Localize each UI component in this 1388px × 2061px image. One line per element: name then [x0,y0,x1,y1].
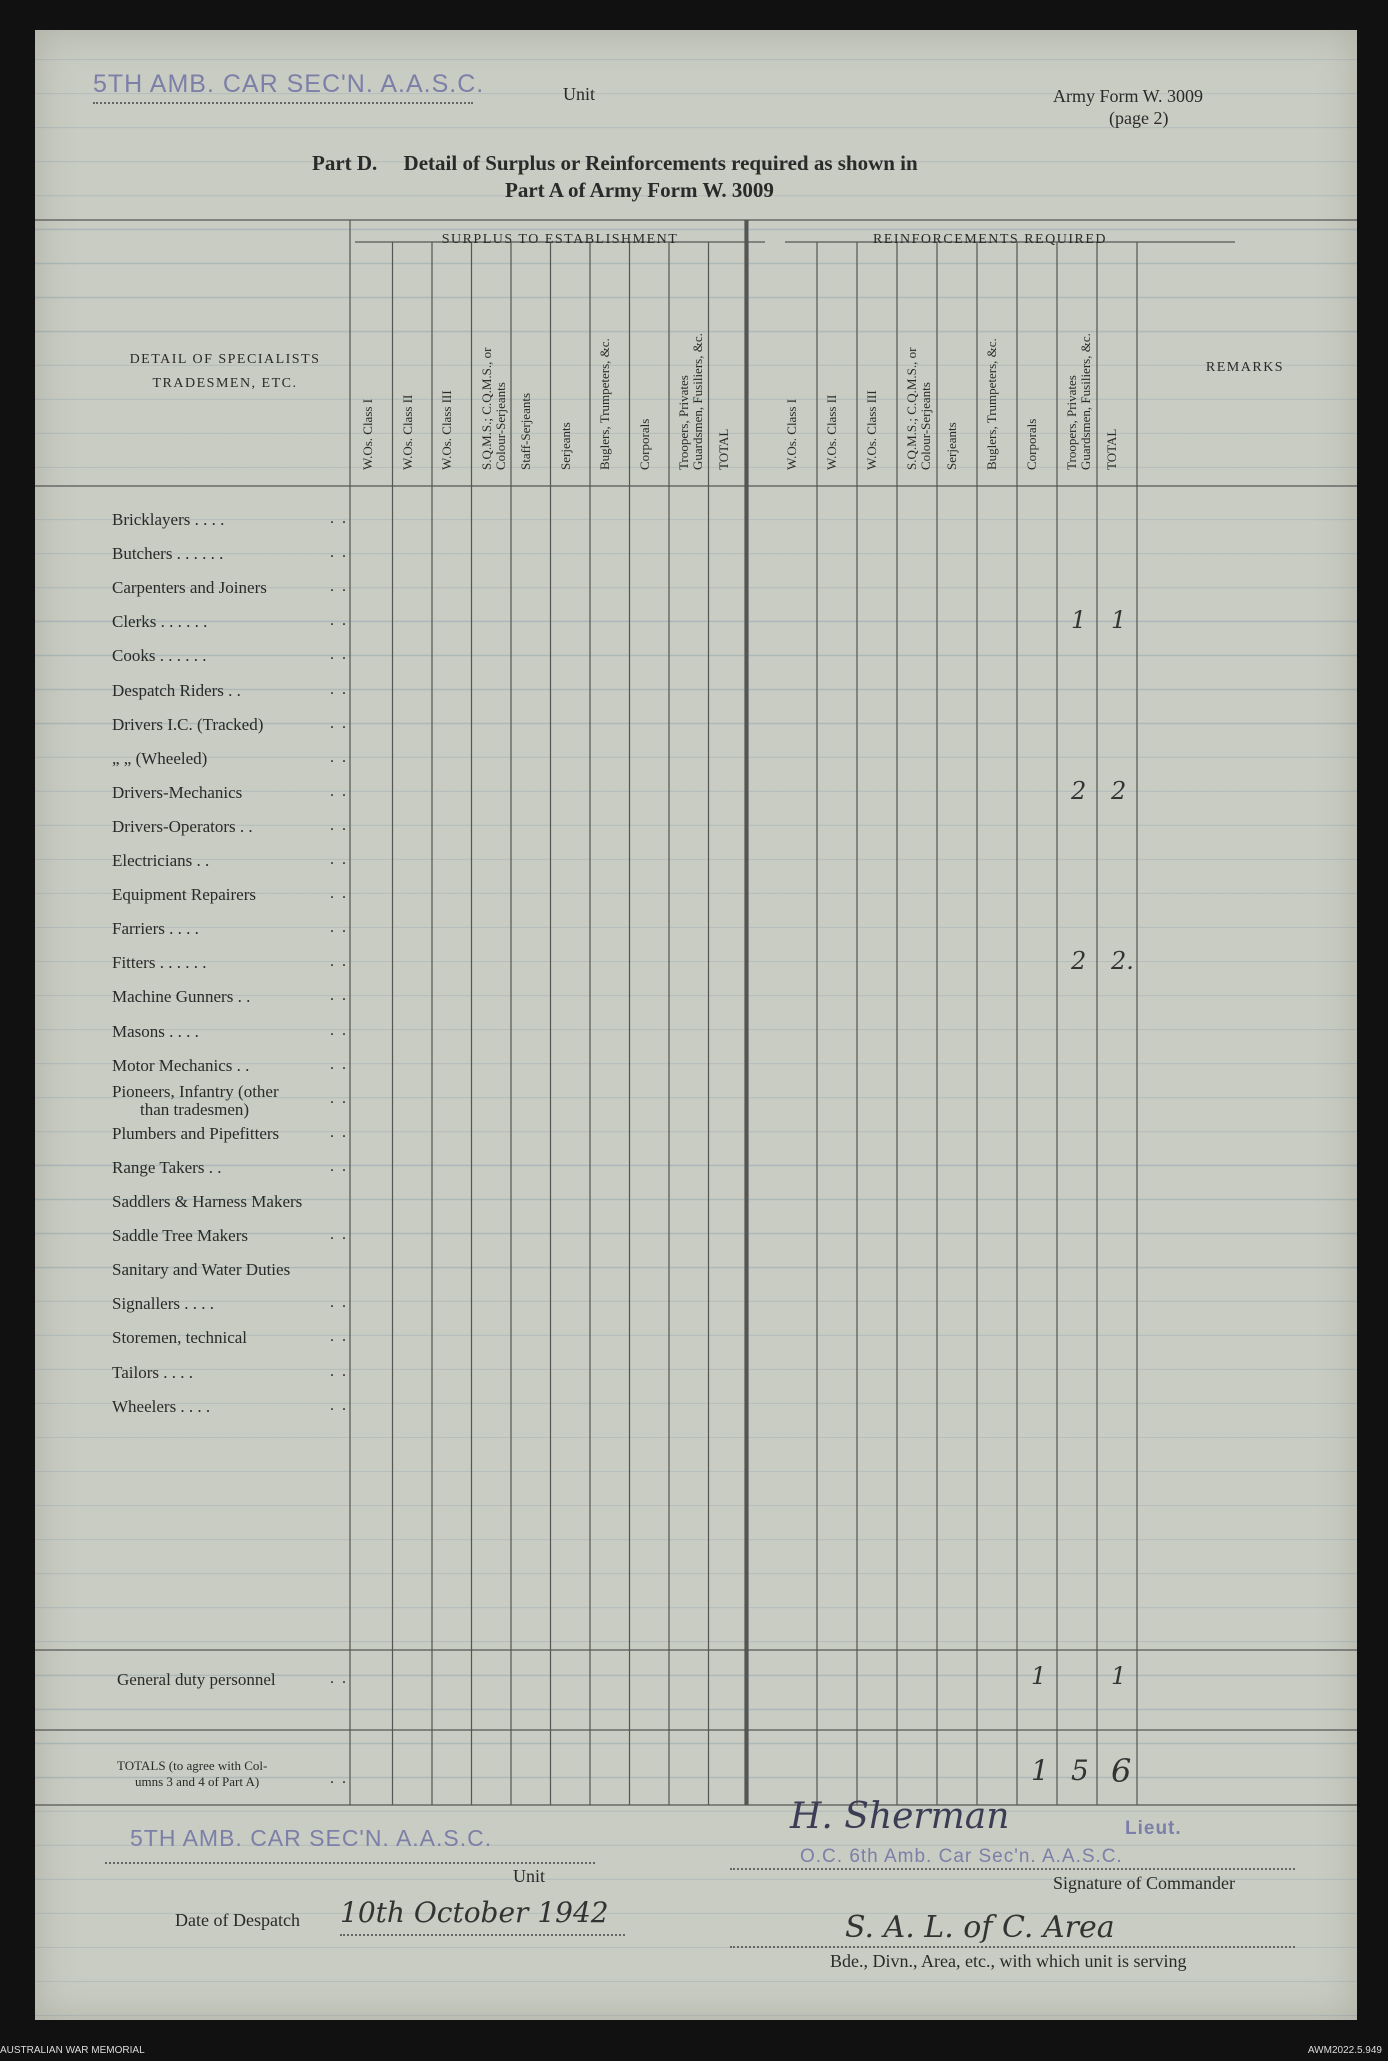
row-leader-dots: . . [330,782,348,800]
row-label: Butchers . . . . . . [112,544,224,564]
reinforcement-troopers-value: 2 [1071,947,1087,976]
row-leader-dots: . . [330,748,348,766]
row-label: Farriers . . . . [112,919,199,939]
row-leader-dots: . . [330,680,348,698]
row-leader-dots: . . [330,885,348,903]
row-leader-dots: . . [330,851,348,868]
row-label: Electricians . . [112,851,210,870]
row-label: Bricklayers . . . . [112,510,225,529]
row-leader-dots: . . [330,987,348,1005]
row-leader-dots: . . [330,1226,348,1244]
row-label: Wheelers . . . . [112,1396,211,1416]
reinforcement-column-header: W.Os. Class II [824,394,839,470]
reinforcement-total-value: 2 [1111,776,1127,805]
row-label: Drivers I.C. (Tracked) [112,714,264,734]
totals-label-continued: umns 3 and 4 of Part A) [135,1774,260,1789]
general-duty-total-value: 1 [1111,1662,1127,1690]
row-leader-dots: . . [330,1157,348,1175]
row-leader-dots: . . [330,1055,348,1073]
reinforcement-column-header: S.Q.M.S.; C.Q.M.S., or Colour-Serjeants [904,347,933,470]
detail-header: DETAIL OF SPECIALISTS TRADESMEN, ETC. [129,352,321,391]
row-leader-dots: . . [330,1396,348,1414]
form-name: Army Form W. 3009 [1053,86,1204,106]
totals-label: TOTALS (to agree with Col- [117,1758,268,1773]
row-leader-dots: . . [330,646,348,664]
unit-stamp: 5TH AMB. CAR SEC'N. A.A.S.C. [93,70,485,98]
row-leader-dots: . . [330,1089,348,1107]
footer-unit-stamp: 5TH AMB. CAR SEC'N. A.A.S.C. [130,1825,493,1851]
row-leader-dots: . . [330,1362,348,1380]
signature-label: Signature of Commander [1053,1873,1235,1893]
row-leader-dots: . . [330,714,348,732]
row-label: Signallers . . . . [112,1294,214,1314]
surplus-column-header: Buglers, Trumpeters, &c. [597,338,612,470]
reinforcement-column-header: TOTAL [1104,428,1119,470]
row-label-continued: than tradesmen) [140,1099,250,1119]
surplus-column-header: Staff-Serjeants [518,392,533,470]
reinforcement-column-header: W.Os. Class I [784,398,799,470]
form-sheet [35,30,1357,2020]
reinforcement-total-value: 2. [1111,947,1134,976]
row-label: Cooks . . . . . . [112,646,207,666]
reinforcement-column-header: Troopers, Privates Guardsmen, Fusiliers, &c. [1064,333,1093,470]
row-leader-dots: . . [330,510,348,527]
form-title-line2: Part A of Army Form W. 3009 [505,178,774,202]
area-line [730,1946,1295,1948]
signature-rank: Lieut. [1125,1818,1182,1839]
row-label: Plumbers and Pipefitters [112,1123,280,1143]
row-leader-dots: . . [330,919,348,937]
row-label: Sanitary and Water Duties [112,1260,291,1280]
reinforcement-troopers-value: 1 [1071,606,1087,635]
surplus-column-header: TOTAL [715,428,731,470]
surplus-column-header: Serjeants [557,422,573,470]
row-leader-dots: . . [330,544,348,562]
surplus-column-header: W.Os. Class I [360,398,375,470]
general-duty-label: General duty personnel [117,1670,276,1689]
row-leader-dots: . . [330,1294,348,1312]
area-value: S. A. L. of C. Area [845,1910,1115,1945]
reinforcement-troopers-value: 2 [1071,776,1087,805]
row-label: Drivers-Mechanics [112,782,243,802]
row-leader-dots: . . [330,953,348,971]
general-duty-corporals-value: 1 [1031,1662,1047,1690]
unit-label: Unit [563,84,596,104]
row-label: Saddle Tree Makers [112,1226,248,1246]
surplus-column-header: W.Os. Class II [399,394,415,470]
surplus-column-header: W.Os. Class III [439,390,454,470]
archive-caption: AUSTRALIAN WAR MEMORIAL [0,2045,145,2056]
totals-total-value: 6 [1111,1752,1132,1790]
surplus-column-header: S.Q.M.S.; C.Q.M.S., or Colour-Serjeants [478,347,508,470]
totals-troopers-value: 5 [1071,1754,1089,1787]
reinforcements-header: REINFORCEMENTS REQUIRED [872,232,1107,247]
reinforcement-column-header: Corporals [1024,418,1039,470]
row-label: Despatch Riders . . [112,680,241,700]
row-leader-dots: . . [330,1021,348,1039]
row-label: Machine Gunners . . [112,987,251,1007]
reinforcement-column-header: W.Os. Class III [864,390,879,470]
date-value: 10th October 1942 [340,1896,609,1929]
row-leader-dots: . . [330,578,348,596]
footer-unit-label: Unit [513,1866,546,1886]
row-label: Saddlers & Harness Makers [112,1192,303,1211]
footer-unit-line [105,1862,595,1864]
reinforcement-column-header: Buglers, Trumpeters, &c. [984,338,999,470]
area-label: Bde., Divn., Area, etc., with which unit is serving [830,1951,1187,1971]
form-title-line1: Part D. Detail of Surplus or Reinforcements required as shown in [312,151,918,175]
row-label: Range Takers . . [112,1157,222,1177]
signature-line [730,1868,1295,1870]
row-label: Carpenters and Joiners [112,578,267,598]
row-leader-dots: . . [330,1123,348,1141]
row-leader-dots: . . [330,816,348,834]
form-page: (page 2) [1109,108,1169,128]
general-duty-dots: . . [330,1670,348,1687]
surplus-column-header: Corporals [636,418,652,470]
commander-signature: H. Sherman [790,1796,1010,1837]
totals-corporals-value: 1 [1031,1754,1049,1787]
row-label: Storemen, technical [112,1328,248,1348]
surplus-header: SURPLUS TO ESTABLISHMENT [441,232,679,247]
row-label: Pioneers, Infantry (other [112,1081,279,1101]
totals-dots: . . [330,1770,348,1787]
row-label: Equipment Repairers [112,885,256,905]
row-label: Tailors . . . . [112,1362,193,1382]
reinforcement-total-value: 1 [1111,606,1127,635]
archive-code: AWM2022.5.949 [1307,2045,1382,2056]
row-label: Masons . . . . [112,1021,199,1041]
date-label: Date of Despatch [175,1910,300,1930]
row-label: Drivers-Operators . . [112,816,253,836]
date-line [340,1934,625,1936]
reinforcement-column-header: Serjeants [944,422,959,470]
row-label: Fitters . . . . . . [112,953,207,973]
remarks-header: REMARKS [1205,360,1285,375]
row-label: Motor Mechanics . . [112,1055,250,1075]
row-leader-dots: . . [330,612,348,630]
row-leader-dots: . . [330,1328,348,1346]
row-label: „ „ (Wheeled) [112,748,208,768]
row-label: Clerks . . . . . . [112,612,208,632]
surplus-column-header: Troopers, Privates Guardsmen, Fusiliers, &c. [676,333,705,470]
oc-stamp: O.C. 6th Amb. Car Sec'n. A.A.S.C. [800,1846,1123,1867]
